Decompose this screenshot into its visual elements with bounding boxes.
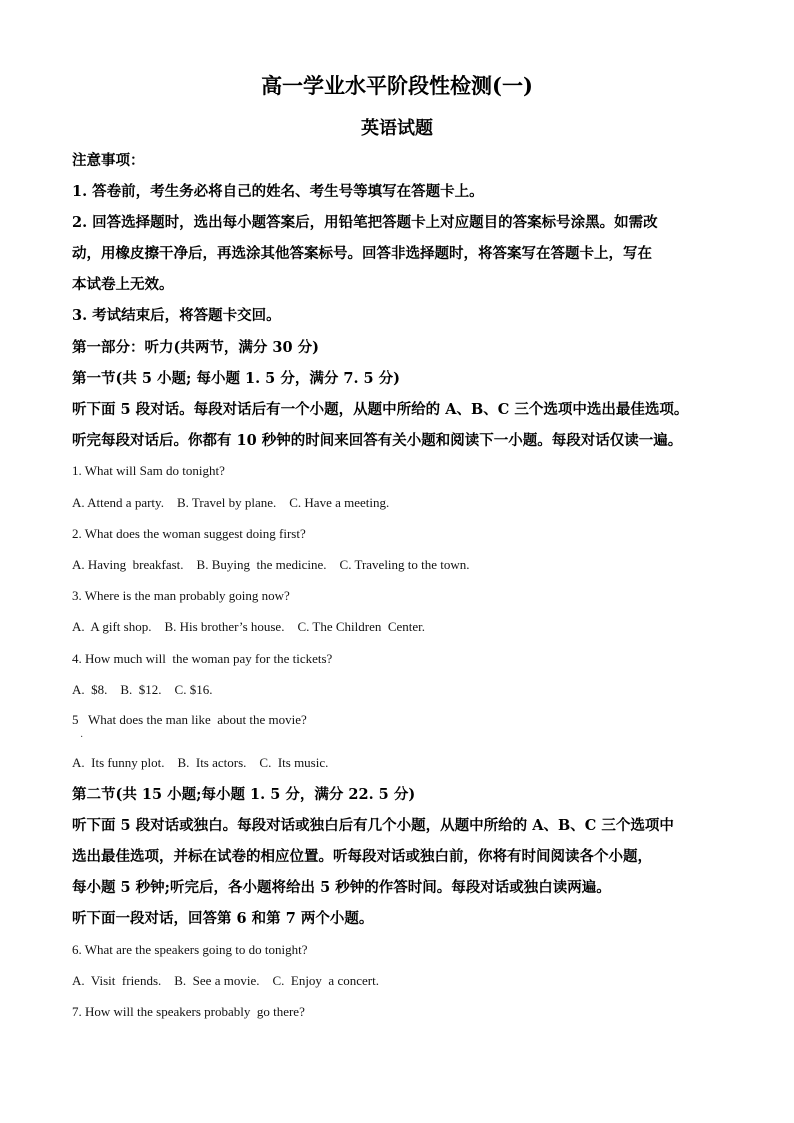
question-6-options: A. Visit friends. B. See a movie. C. Enjoy a concert. — [72, 973, 379, 988]
question-1-options: A. Attend a party. B. Travel by plane. C. Have a meeting. — [72, 495, 390, 510]
question-4-options: A. $8. B. $12. C. $16. — [72, 682, 213, 697]
question-7: 7. How will the speakers probably go there? — [72, 1004, 305, 1019]
page-subtitle: 英语试题 — [361, 118, 433, 139]
page-title: 高一学业水平阶段性检测(一) — [261, 73, 533, 98]
note-item-1: 1. 答卷前，考生务必将自己的姓名、考生号等填写在答题卡上。 — [72, 183, 484, 200]
question-5-options: A. Its funny plot. B. Its actors. C. Its music. — [72, 755, 329, 770]
question-2: 2. What does the woman suggest doing first? — [72, 526, 306, 541]
question-1: 1. What will Sam do tonight? — [72, 463, 225, 478]
question-3: 3. Where is the man probably going now? — [72, 588, 290, 603]
part1-heading: 第一部分：听力(共两节，满分 30 分) — [72, 339, 319, 356]
section2-instructions-line-1: 听下面 5 段对话或独白。每段对话或独白后有几个小题，从题中所给的 A、B、C 三个选项中 — [72, 817, 674, 834]
question-3-options: A. A gift shop. B. His brother’s house. C. The Children Center. — [72, 619, 426, 634]
section2-heading: 第二节(共 15 小题;每小题 1. 5 分，满分 22. 5 分) — [72, 786, 416, 803]
section2-instructions-line-3: 每小题 5 秒钟;听完后，各小题将给出 5 秒钟的作答时间。每段对话或独白读两遍。 — [72, 879, 611, 896]
notes-heading: 注意事项： — [72, 152, 145, 169]
question-5: 5 What does the man like about the movie? — [72, 712, 307, 727]
note-item-3: 3. 考试结束后，将答题卡交回。 — [72, 307, 281, 324]
section1-instructions-line-2: 听完每段对话后。你都有 10 秒钟的时间来回答有关小题和阅读下一小题。每段对话仅读一遍。 — [72, 432, 683, 449]
section1-instructions-line-1: 听下面 5 段对话。每段对话后有一个小题，从题中所给的 A、B、C 三个选项中选出最佳选项。 — [72, 401, 689, 418]
note-item-2-line-2: 动，用橡皮擦干净后，再选涂其他答案标号。回答非选择题时，将答案写在答题卡上，写在 — [72, 245, 652, 262]
question-2-options: A. Having breakfast. B. Buying the medicine. C. Traveling to the town. — [72, 557, 470, 572]
question-6: 6. What are the speakers going to do tonight? — [72, 942, 308, 957]
section2-instructions-line-2: 选出最佳选项，并标在试卷的相应位置。听每段对话或独白前，你将有时间阅读各个小题， — [72, 848, 652, 865]
stray-dot: · — [80, 732, 84, 743]
section1-heading: 第一节(共 5 小题; 每小题 1. 5 分，满分 7. 5 分) — [72, 370, 401, 387]
note-item-2-line-3: 本试卷上无效。 — [72, 276, 174, 293]
note-item-2-line-1: 2. 回答选择题时，选出每小题答案后，用铅笔把答题卡上对应题目的答案标号涂黑。如需改 — [72, 214, 658, 231]
dialog-intro: 听下面一段对话，回答第 6 和第 7 两个小题。 — [72, 910, 374, 927]
question-4: 4. How much will the woman pay for the tickets? — [72, 651, 333, 666]
